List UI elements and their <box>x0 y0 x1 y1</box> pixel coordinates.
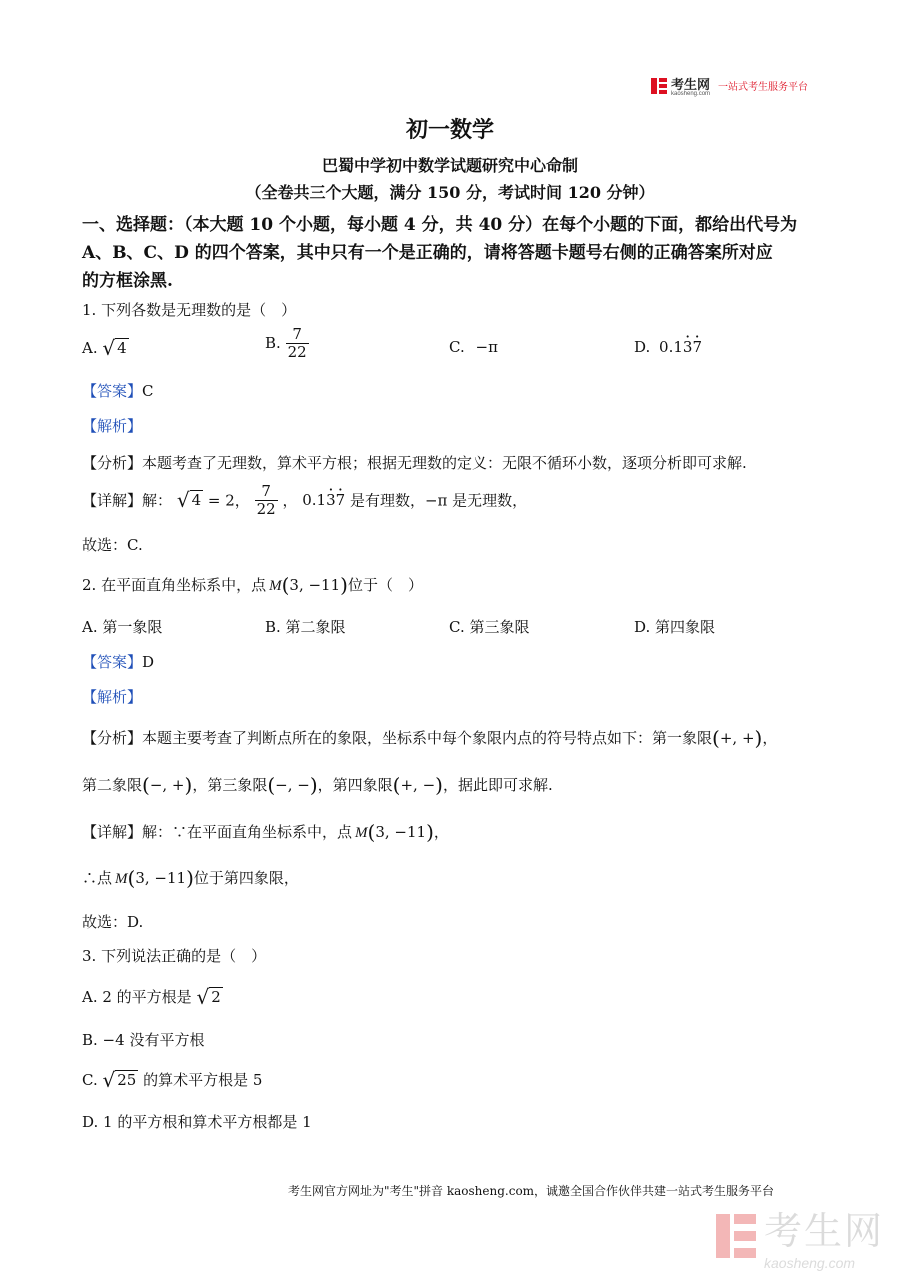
xj-repeat-digit: · 3 <box>326 491 336 509</box>
xj-repeat-digit: · 7 <box>336 491 346 509</box>
q3-c-label: C. <box>82 1071 103 1089</box>
fenxi-text: 本题考查了无理数，算术平方根；根据无理数的定义：无限不循环小数，逐项分析即可求解. <box>142 454 747 472</box>
q2-option-a[interactable]: A. 第一象限 <box>82 618 163 636</box>
q1-fenxi <box>82 452 747 473</box>
watermark <box>716 1200 884 1271</box>
sign-pair: −, + <box>149 776 185 794</box>
logo-icon <box>651 78 667 94</box>
q2-answer <box>82 651 154 672</box>
q2-coords: 3, −11 <box>289 576 341 594</box>
point-name: M <box>115 871 128 887</box>
q3-a-radicand: 2 <box>211 988 221 1006</box>
answer-value: D <box>142 653 155 671</box>
answer-value: C <box>142 382 154 400</box>
q1-option-b[interactable] <box>265 326 309 360</box>
xj2-post: 位于第四象限， <box>193 869 299 887</box>
sqrt-icon: √ 25 <box>102 1068 137 1092</box>
q1-xiangjie <box>82 483 527 517</box>
watermark-sub: kaosheng.com <box>764 1255 856 1271</box>
q2-option-d[interactable]: D. 第四象限 <box>634 618 716 636</box>
q2-jiexi: 【解析】 <box>82 688 143 706</box>
sign-pair: −, − <box>275 776 310 794</box>
q3-option-c[interactable] <box>82 1068 262 1092</box>
fenxi-tag: 【分析】 <box>82 454 143 472</box>
page-subtitle: 巴蜀中学初中数学试题研究中心命制 <box>321 156 578 175</box>
xj-pre: 解：∵在平面直角坐标系中，点 <box>142 823 353 841</box>
q3-option-b[interactable]: B. −4 没有平方根 <box>82 1031 205 1049</box>
q2-stem-post: 位于（ ） <box>347 576 423 594</box>
xj-dec-int: 0.1 <box>302 491 327 509</box>
answer-tag: 【答案】 <box>82 382 143 400</box>
quadrant-2-label: 第二象限 <box>82 776 143 794</box>
q1-option-a[interactable] <box>82 336 129 360</box>
q2-fenxi-line2: 第二象限(−, +)，第三象限(−, −)，第四象限(+, −)，据此即可求解. <box>82 773 553 797</box>
q1-b-den: 22 <box>287 342 307 361</box>
q2-point-name: M <box>269 578 282 594</box>
page-title: 初一数学 <box>405 117 494 143</box>
q2-guxuan: 故选：D. <box>82 913 144 931</box>
exam-note: （全卷共三个大题，满分 150 分，考试时间 120 分钟） <box>245 183 655 202</box>
quadrant-4-label: ，第四象限 <box>317 776 393 794</box>
site-logo[interactable] <box>651 74 808 97</box>
watermark-logo-icon <box>716 1214 756 1258</box>
section-heading-line1: 一、选择题：（本大题 10 个小题，每小题 4 分，共 40 分）在每个小题的下面，都给出代号为 <box>82 215 798 235</box>
coords: 3, −11 <box>135 869 187 887</box>
sqrt-icon: √ 2 <box>196 985 221 1009</box>
xj-fraction <box>255 483 278 517</box>
logo-text: 考生网 <box>671 77 711 92</box>
sign-pair: +, + <box>719 729 755 747</box>
q1-b-label: B. <box>265 334 281 352</box>
q2-stem-pre: 2. 在平面直角坐标系中，点 <box>82 576 267 594</box>
xj-comma: ， <box>282 491 298 510</box>
xj2-pre: ∴点 <box>82 869 113 887</box>
q1-d-repeat-digit: · 7 <box>692 338 702 356</box>
q3-option-d[interactable]: D. 1 的平方根和算术平方根都是 1 <box>82 1113 312 1131</box>
q1-c-value: −π <box>475 338 498 356</box>
q1-d-int: 0.1 <box>659 338 683 356</box>
quadrant-3-label: ，第三象限 <box>192 776 268 794</box>
q2-xiangjie-line2: ∴点 M(3, −11)位于第四象限， <box>82 866 299 890</box>
fenxi-conclusion: ，据此即可求解. <box>442 776 553 794</box>
q1-d-label: D. <box>634 338 651 356</box>
xj-den: 22 <box>256 499 276 518</box>
section-heading-line2: A、B、C、D 的四个答案，其中只有一个是正确的，请将答题卡题号右侧的正确答案所对应 <box>82 243 773 263</box>
sign-pair: +, − <box>400 776 436 794</box>
q2-option-c[interactable]: C. 第三象限 <box>449 618 530 636</box>
q1-answer <box>82 380 154 401</box>
q1-guxuan: 故选：C. <box>82 536 143 554</box>
q2-xiangjie: 【详解】解：∵在平面直角坐标系中，点 M(3, −11)， <box>82 820 449 844</box>
q1-b-fraction <box>286 326 309 360</box>
xj-num: 7 <box>255 483 278 501</box>
xj-post: ， <box>433 823 449 841</box>
section-heading-line3: 的方框涂黑. <box>82 271 173 291</box>
q3-stem: 3. 下列说法正确的是（ ） <box>82 947 267 965</box>
xj-prefix: 解： <box>142 491 173 510</box>
q1-b-num: 7 <box>286 326 309 344</box>
footer-text[interactable]: 考生网官方网址为"考生"拼音 kaosheng.com，诚邀全国合作伙伴共建一站式考生服务平台 <box>288 1184 775 1198</box>
q1-c-label: C. <box>449 338 465 356</box>
xj-rest: 是有理数，−π 是无理数， <box>349 491 528 510</box>
q3-option-a[interactable] <box>82 985 223 1009</box>
fenxi-text: 本题主要考查了判断点所在的象限，坐标系中每个象限内点的符号特点如下：第一象限 <box>142 729 713 747</box>
sqrt-icon: √ 4 <box>102 336 127 360</box>
point-name: M <box>355 825 368 841</box>
fenxi-tag: 【分析】 <box>82 729 143 747</box>
q1-a-radicand: 4 <box>117 339 127 357</box>
q1-d-repeat-digit: · 3 <box>683 338 693 356</box>
q2-stem: 2. 在平面直角坐标系中，点 M(3, −11)位于（ ） <box>82 573 423 597</box>
q2-option-b[interactable]: B. 第二象限 <box>265 618 346 636</box>
q3-c-text: 的算术平方根是 5 <box>143 1071 263 1089</box>
watermark-text: 考生网 <box>764 1211 885 1253</box>
q1-option-c[interactable] <box>449 338 498 356</box>
q1-a-label: A. <box>82 339 98 357</box>
answer-tag: 【答案】 <box>82 653 143 671</box>
q1-option-d[interactable] <box>634 338 702 356</box>
xiangjie-tag: 【详解】 <box>82 823 143 841</box>
q1-jiexi: 【解析】 <box>82 417 143 435</box>
logo-sub: kaosheng.com <box>671 91 711 97</box>
logo-slogan: 一站式考生服务平台 <box>718 82 809 93</box>
xj-eq: = 2， <box>207 491 250 510</box>
coords: 3, −11 <box>375 823 427 841</box>
q1-stem: 1. 下列各数是无理数的是（ ） <box>82 301 297 319</box>
q2-fenxi: 【分析】本题主要考查了判断点所在的象限，坐标系中每个象限内点的符号特点如下：第一象限(+, +)， <box>82 726 778 750</box>
xj-radicand: 4 <box>191 491 202 509</box>
q3-a-text: A. 2 的平方根是 <box>82 988 192 1006</box>
xiangjie-tag: 【详解】 <box>82 491 143 510</box>
sqrt-icon: √ 4 <box>176 488 202 512</box>
q3-c-radicand: 25 <box>117 1071 137 1089</box>
fenxi-end: ， <box>762 729 778 747</box>
